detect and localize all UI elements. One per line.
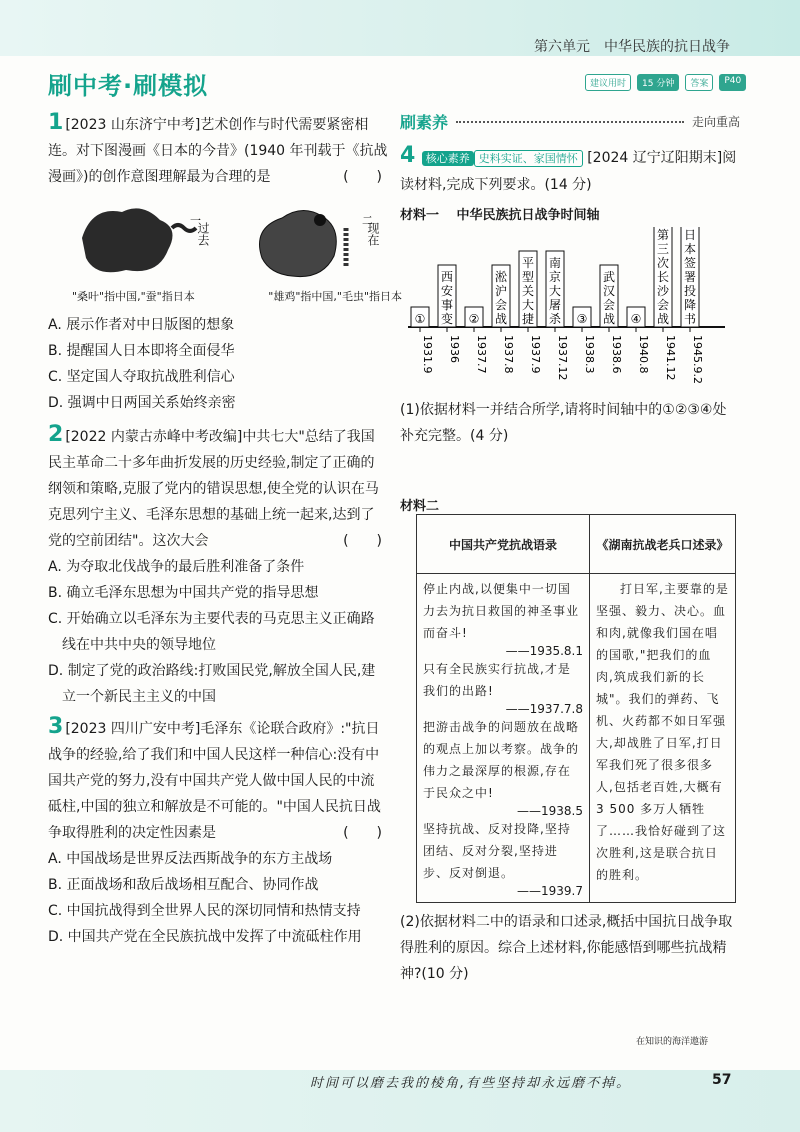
timeline-date-label: 1940.8 [637,335,650,374]
timeline-event-label: 事 [440,298,454,312]
cartoon-now-image [242,198,382,284]
time-label: 建议用时 [585,74,631,91]
table-header-quotes: 中国共产党抗战语录 [417,515,590,574]
question-1 [48,110,388,190]
q2-text: [2022 内蒙古赤峰中考改编]中共七大"总结了我国民主革命二十多年曲折发展的历史经验,制定了正确的纲领和策略,克服了党内的错误思想,使全党的认识在马克思列宁主义、毛泽东思想的基础上统一起来,达到了党的空前团结"。这次大会 [48,429,379,549]
timeline-event-label: 安 [440,284,454,298]
quote-3: 把游击战争的问题放在战略的观点上加以考察。战争的伟力之最深厚的根源,存在于民众之中! [423,720,580,800]
q2-option-d[interactable]: D. 制定了党的政治路线:打败国民党,解放全国人民,建立一个新民主主义的中国 [48,663,376,705]
q1-option-c[interactable]: C. 坚定国人夺取抗战胜利信心 [48,369,235,385]
q2-number: 2 [48,422,64,447]
quote-2-date: ——1937.7.8 [505,702,583,716]
timeline-event-label: 战 [656,312,670,326]
timeline-event-label: 平 [521,256,535,270]
timeline-event-label: 署 [683,270,697,284]
banner-title: 刷中考·刷模拟 [48,72,209,100]
section-tail: 走向重高 [691,115,740,129]
timeline-date-label: 1937.8 [502,335,515,374]
time-value: 15 分钟 [637,74,679,91]
material-2-title: 材料二 [400,499,440,514]
q3-text: [2023 四川广安中考]毛泽东《论联合政府》:"抗日战争的经验,给了我们和中国人民这样一种信心:没有中国共产党的努力,没有中国共产党人做中国人民的中流砥柱,中国的独立和解放是不可能的。"中国人民抗日战争取得胜利的决定性因素是 [48,721,381,841]
cartoon-now-label: 现在 [366,222,380,246]
timeline-event-label: 大 [521,298,535,312]
timeline-event-label: 日 [683,228,697,242]
cartoon-images [72,198,382,284]
timeline-event-label: 会 [494,298,508,312]
timeline-event-label: 战 [494,312,508,326]
cartoon-past-image [72,198,212,284]
q1-option-d[interactable]: D. 强调中日两国关系始终亲密 [48,395,236,411]
timeline-event-label: 杀 [548,312,562,326]
timeline-date-label: 1941.12 [664,335,677,381]
q1-text: [2023 山东济宁中考]艺术创作与时代需要紧密相连。对下图漫画《日本的今昔》(1940 年刊载于《抗战漫画》)的创作意图理解最为合理的是 [48,117,388,185]
answer-label: 答案 [685,74,713,91]
timeline-event-label: 武 [602,270,616,284]
q1-option-a[interactable]: A. 展示作者对中日版图的想象 [48,317,235,333]
timeline-event-label: ③ [576,312,588,326]
caption-left: "桑叶"指中国,"蚕"指日本 [72,290,195,303]
timeline-event-label: 西 [440,270,454,284]
q3-option-c[interactable]: C. 中国抗战得到全世界人民的深切同情和热情支持 [48,903,361,919]
timeline-event-label: ① [414,312,426,326]
timeline-event-label: 捷 [521,312,535,326]
left-column [48,110,402,950]
svg-text:一: 一 [190,214,201,227]
quote-3-date: ——1938.5 [517,804,583,818]
cartoon-captions [72,288,402,304]
unit-title: 第六单元 中华民族的抗日战争 [534,39,730,55]
timeline-event-label: 书 [683,312,697,326]
quotes-cell [417,574,590,903]
core-literacy-tag: 核心素养 [422,151,474,166]
svg-text:二: 二 [362,214,373,227]
timeline-event-label: ② [468,312,480,326]
q4-text: [2024 辽宁辽阳期末]阅读材料,完成下列要求。(14 分) [400,150,737,193]
footer-motto: 时间可以磨去我的棱角,有些坚持却永远磨不掉。 [310,1076,632,1091]
timeline-event-label: 投 [683,284,697,298]
timeline-event-label: 三 [656,242,670,256]
material-2-table [416,514,736,903]
oral-text: 打日军,主要靠的是坚强、毅力、决心。血和肉,就像我们国在唱的国歌,"把我们的血肉,筑成我们新的长城"。我们的弹药、飞机、火药都不如日军强大,却战胜了日军,打日军我们死了很多很多人,包括老百姓,大概有 3 500 多万人牺牲了……我恰好碰到了这次胜利,这是联合抗日的胜利。 [596,582,729,882]
quote-4-date: ——1939.7 [517,884,583,898]
q3-number: 3 [48,714,64,739]
timeline-event-label: 会 [602,298,616,312]
timeline-event-label: 战 [602,312,616,326]
oral-cell [590,574,736,903]
timeline-event-label: 屠 [548,298,562,312]
timeline-event-label: ④ [630,312,642,326]
quote-1-date: ——1935.8.1 [505,644,583,658]
cartoon-past-label: 过去 [196,222,210,246]
q1-option-b[interactable]: B. 提醒国人日本即将全面侵华 [48,343,235,359]
timeline-date-label: 1937.7 [475,335,488,374]
timeline-date-label: 1931.9 [421,335,434,374]
right-column [400,110,740,987]
timeline-event-label: 降 [683,298,697,312]
q3-answer-paren[interactable]: ( ) [343,825,382,841]
sub-question-1: (1)依据材料一并结合所学,请将时间轴中的①②③④处补充完整。(4 分) [400,402,727,444]
q2-option-b[interactable]: B. 确立毛泽东思想为中国共产党的指导思想 [48,585,319,601]
timeline-date-label: 1945.9.2 [691,335,704,384]
timeline-event-label: 变 [440,312,454,326]
timeline-event-label: 汉 [602,284,616,298]
section-title: 刷素养 [400,113,449,132]
timeline-event-label: 京 [548,270,562,284]
timeline-event-label: 型 [521,270,535,284]
timeline-event-label: 沪 [494,284,508,298]
decorative-caption: 在知识的海洋遨游 [636,1037,709,1047]
timeline-date-label: 1936 [448,335,461,363]
q2-option-c[interactable]: C. 开始确立以毛泽东为主要代表的马克思主义正确路线在中共中央的领导地位 [48,611,375,653]
question-2 [48,422,388,554]
quote-1: 停止内战,以便集中一切国力去为抗日救国的神圣事业而奋斗! [423,582,580,640]
timeline-svg [400,227,730,397]
q1-number: 1 [48,110,64,135]
timeline-event-label: 南 [548,256,562,270]
quote-2: 只有全民族实行抗战,才是我们的出路! [423,662,571,698]
timeline-event-label: 次 [656,256,670,270]
timeline [400,227,730,397]
timeline-event-label: 长 [656,270,670,284]
timeline-event-label: 淞 [494,270,508,284]
literacy-type-tag: 史料实证、家国情怀 [474,150,583,167]
question-3 [48,714,388,846]
timeline-date-label: 1938.3 [583,335,596,374]
q3-option-b[interactable]: B. 正面战场和敌后战场相互配合、协同作战 [48,877,319,893]
caption-right: "雄鸡"指中国,"毛虫"指日本 [268,290,402,303]
question-4 [400,143,740,198]
timeline-event-label: 会 [656,298,670,312]
timeline-event-label: 第 [656,228,670,242]
time-box [585,74,746,91]
q3-option-d[interactable]: D. 中国共产党在全民族抗战中发挥了中流砥柱作用 [48,929,362,945]
material-1-title: 材料一 中华民族抗日战争时间轴 [400,208,600,223]
quote-4: 坚持抗战、反对投降,坚持团结、反对分裂,坚持进步、反对倒退。 [423,822,571,880]
timeline-date-label: 1937.12 [556,335,569,381]
q4-number: 4 [400,143,416,168]
q1-answer-paren[interactable]: ( ) [343,169,382,185]
timeline-date-label: 1938.6 [610,335,623,374]
timeline-event-label: 大 [548,284,562,298]
section-divider [456,121,684,123]
answer-page: P40 [719,74,746,91]
timeline-event-label: 本 [683,242,697,256]
timeline-event-label: 签 [683,256,697,270]
q2-option-a[interactable]: A. 为夺取北伐战争的最后胜利准备了条件 [48,559,305,575]
q3-option-a[interactable]: A. 中国战场是世界反法西斯战争的东方主战场 [48,851,333,867]
sub-question-2: (2)依据材料二中的语录和口述录,概括中国抗日战争取得胜利的原因。综合上述材料,你能感悟到哪些抗战精神?(10 分) [400,914,733,982]
section-header [400,110,740,133]
timeline-event-label: 关 [521,284,535,298]
page-number: 57 [712,1072,732,1088]
q2-answer-paren[interactable]: ( ) [343,533,382,549]
table-header-oral: 《湖南抗战老兵口述录》 [590,515,736,574]
timeline-event-label: 沙 [656,284,670,298]
timeline-date-label: 1937.9 [529,335,542,374]
answer-space-1[interactable] [400,449,740,489]
